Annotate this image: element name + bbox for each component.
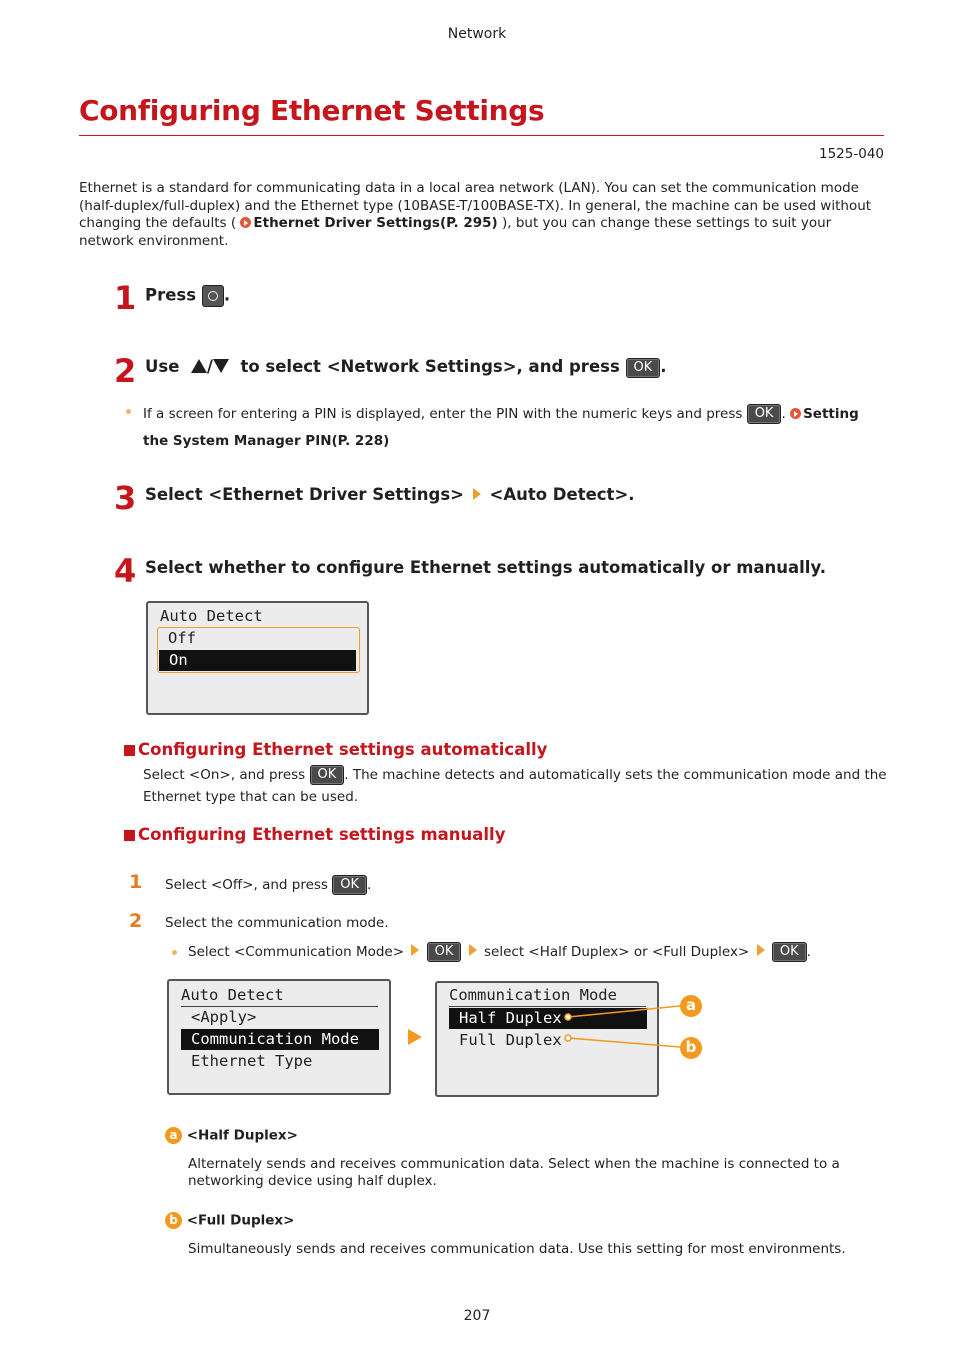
next-arrow-icon (757, 944, 765, 956)
auto-heading-text: Configuring Ethernet settings automatically (138, 740, 548, 759)
lcd-item-half-duplex: Half Duplex (449, 1008, 647, 1029)
step-2-slash: / (206, 357, 213, 376)
step-1-press: Press (145, 285, 197, 305)
intro-paragraph (79, 180, 884, 250)
callout-b-label (165, 1212, 294, 1229)
auto-text-2: . The machine detects and automatically sets the communication mode and the (344, 767, 887, 783)
up-arrow-key-icon (191, 359, 207, 373)
lcd-auto-detect-menu-screen (167, 979, 391, 1095)
manual-section-heading (124, 825, 505, 844)
step-1-text (145, 285, 230, 307)
substep-1-period: . (367, 877, 372, 893)
ok-key-icon: OK (427, 942, 462, 962)
lcd-item-communication-mode: Communication Mode (181, 1029, 379, 1050)
heading-square-icon (124, 830, 135, 841)
bullet-dot (172, 950, 177, 955)
system-manager-pin-link[interactable]: Setting (803, 406, 859, 422)
manual-heading-text: Configuring Ethernet settings manually (138, 825, 506, 844)
running-header: Network (447, 26, 507, 42)
callout-leaders (560, 990, 700, 1060)
intro-text-2: ), but you can change these settings to suit your network environment. (79, 215, 832, 249)
lcd-item-full-duplex: Full Duplex (459, 1031, 562, 1049)
ok-key-icon: OK (626, 358, 661, 378)
lcd-title: Auto Detect (160, 607, 263, 625)
title-divider (79, 135, 884, 136)
menu-key-icon (202, 285, 224, 307)
full-duplex-description: Simultaneously sends and receives communication data. Use this setting for most environments. (188, 1241, 846, 1257)
auto-text-1: Select <On>, and press (143, 767, 306, 783)
next-arrow-icon (411, 944, 419, 956)
lcd-option-off: Off (168, 629, 196, 647)
step-1-period: . (223, 285, 231, 305)
link-arrow-icon (240, 217, 251, 228)
ok-key-icon: OK (772, 942, 807, 962)
callout-a-label (165, 1127, 298, 1144)
step-3-part-b: <Auto Detect>. (489, 485, 635, 504)
step-4-text: Select whether to configure Ethernet settings automatically or manually. (145, 558, 826, 577)
step-1-number: 1 (114, 279, 137, 317)
callout-a-badge-icon: a (165, 1127, 182, 1144)
lcd-title: Auto Detect (181, 985, 378, 1007)
next-arrow-icon (473, 488, 481, 500)
heading-square-icon (124, 745, 135, 756)
lcd-item-ethernet-type: Ethernet Type (191, 1052, 313, 1070)
intro-text-1: Ethernet is a standard for communicating data in a local area network (LAN). You can set the communication mode (half-duplex/full-duplex) and the Ethernet type (10BASE-T/100BASE-TX). In general, the machine can be used without changing the defaults ( (79, 180, 872, 231)
bullet-dot (126, 409, 131, 414)
step-2-number: 2 (114, 352, 137, 390)
bullet-period: . (806, 944, 811, 960)
lcd-title: Communication Mode (449, 985, 646, 1007)
substep-2-text: Select the communication mode. (165, 915, 389, 931)
step-3-text (145, 485, 635, 504)
step-4-number: 4 (114, 552, 137, 590)
step-2-note (143, 401, 883, 455)
substep-2-number: 2 (129, 910, 143, 932)
substep-2-bullet (188, 941, 811, 963)
step-3-part-a: Select <Ethernet Driver Settings> (145, 485, 464, 504)
auto-text-3: Ethernet type that can be used. (143, 789, 359, 805)
lcd-item-apply: <Apply> (191, 1008, 257, 1026)
page-title: Configuring Ethernet Settings (79, 94, 545, 127)
half-duplex-description: Alternately sends and receives communication data. Select when the machine is connected to a networking device using half duplex. (188, 1156, 840, 1189)
bullet-part-a: Select <Communication Mode> (188, 944, 405, 960)
callout-b-badge-icon: b (165, 1212, 182, 1229)
lcd-auto-detect-screen (146, 601, 369, 715)
document-id: 1525-040 (819, 146, 884, 162)
link-arrow-icon (790, 408, 801, 419)
substep-1-label: Select <Off>, and press (165, 877, 328, 893)
ok-key-icon: OK (332, 875, 367, 895)
step-2-period: . (660, 357, 667, 376)
screen-transition-arrow-icon (408, 1029, 422, 1045)
lcd-option-on: On (159, 650, 356, 671)
system-manager-pin-link-cont[interactable]: the System Manager PIN(P. 228) (143, 433, 390, 449)
ethernet-driver-settings-link[interactable]: Ethernet Driver Settings(P. 295) (253, 215, 498, 231)
callout-b-icon: b (680, 1037, 702, 1059)
page-number: 207 (463, 1308, 491, 1324)
auto-section-heading (124, 740, 547, 759)
next-arrow-icon (469, 944, 477, 956)
step-2-text (145, 357, 667, 378)
step-3-number: 3 (114, 479, 137, 517)
step-2-use: Use (145, 357, 180, 376)
auto-section-text (143, 764, 888, 808)
half-duplex-label: <Half Duplex> (186, 1127, 298, 1144)
down-arrow-key-icon (213, 359, 229, 373)
callout-a-icon: a (680, 995, 702, 1017)
pin-note-period: . (781, 406, 786, 422)
pin-note-text: If a screen for entering a PIN is displayed, enter the PIN with the numeric keys and press (143, 406, 743, 422)
step-2-mid: to select <Network Settings>, and press (240, 357, 620, 376)
substep-1-text (165, 874, 371, 896)
ok-key-icon: OK (310, 765, 345, 785)
substep-1-number: 1 (129, 871, 143, 893)
full-duplex-label: <Full Duplex> (186, 1212, 295, 1229)
bullet-part-b: select <Half Duplex> or <Full Duplex> (484, 944, 750, 960)
ok-key-icon: OK (747, 404, 782, 424)
